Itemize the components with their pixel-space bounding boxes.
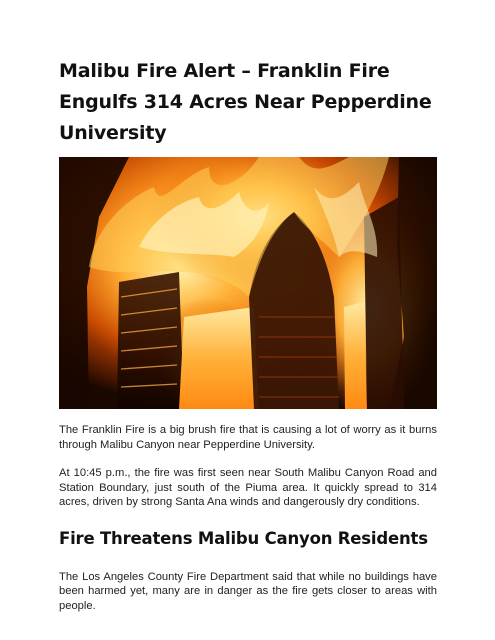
section-heading: Fire Threatens Malibu Canyon Residents (59, 528, 428, 548)
article (59, 56, 437, 613)
article-paragraph: At 10:45 p.m., the fire was first seen near South Malibu Canyon Road and Station Boundary, just south of the Piuma area. It quickly spread to 314 acres, driven by strong Santa Ana winds and dangerously dry conditions. (59, 467, 437, 508)
article-title: Malibu Fire Alert – Franklin Fire Engulfs 314 Acres Near Pepperdine University (59, 60, 432, 144)
article-paragraph: The Franklin Fire is a big brush fire that is causing a lot of worry as it burns through Malibu Canyon near Pepperdine University. (59, 424, 437, 451)
article-paragraph: The Los Angeles County Fire Department said that while no buildings have been harmed yet, many are in danger as the fire gets closer to areas with people. (59, 570, 437, 612)
fire-photo (59, 157, 437, 409)
